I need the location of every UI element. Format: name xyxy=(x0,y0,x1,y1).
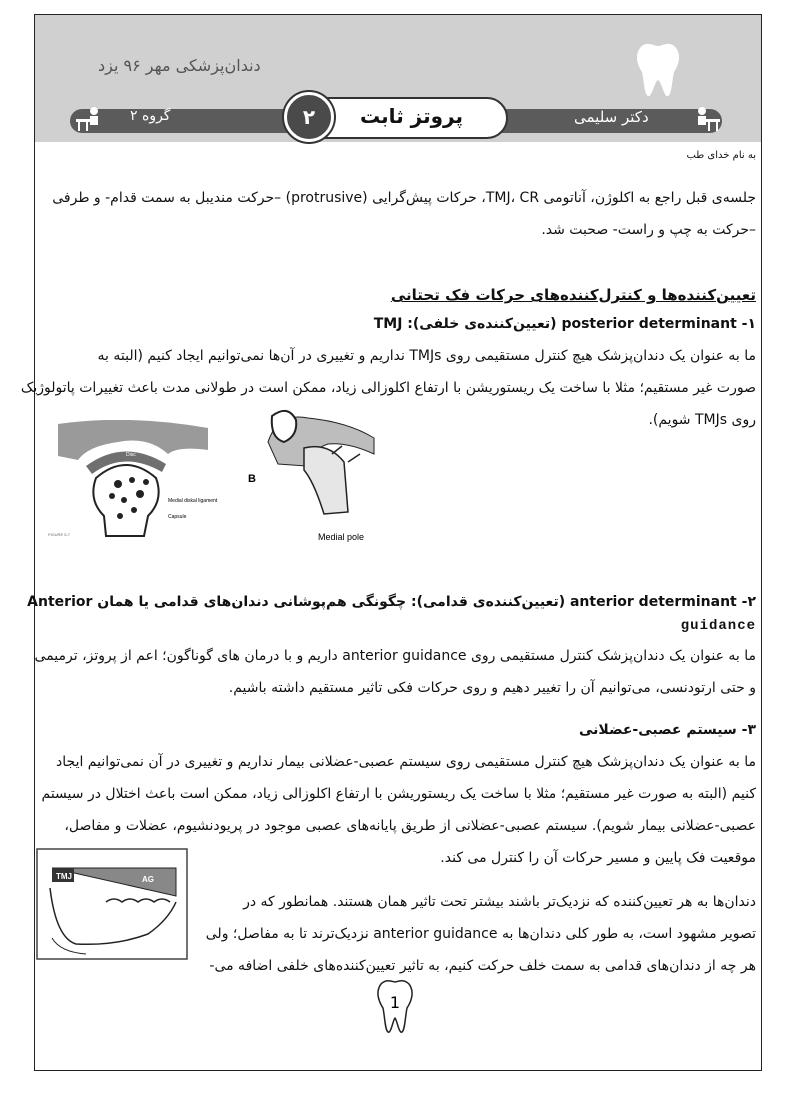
intro-line-2: –حرکت به چپ و راست- صحبت شد. xyxy=(541,222,756,238)
section-1-line-3: روی TMJs شویم). xyxy=(648,412,756,428)
person-at-desk-icon xyxy=(74,106,104,132)
section-2-line-1: ما به عنوان یک دندان‌پزشک کنترل مستقیمی روی anterior guidance داریم و با درمان های گوناگون؛ اعم از پروتز، ترمیمی xyxy=(34,648,756,664)
section-2-line-2: و حتی ارتودنسی، می‌توانیم آن را تغییر دهیم و روی حرکات فکی تاثیر مستقیم داشته باشیم. xyxy=(228,680,756,696)
intro-line-1: جلسه‌ی قبل راجع به اکلوژن، آناتومی TMJ، CR، حرکات پیش‌گرایی (protrusive) –حرکت مندیبل به سمت قدام- و طرفی xyxy=(52,190,756,206)
section-2-heading-cont: guidance xyxy=(680,618,756,634)
tooth-icon xyxy=(632,40,684,98)
page-number: 1 xyxy=(389,993,401,1012)
section-3-line-4: موقعیت فک پایین و مسیر حرکات آن را کنترل می کند. xyxy=(440,850,756,866)
section-1-line-2: صورت غیر مستقیم؛ مثلا با ساخت یک ریستوریشن با ارتفاع اکلوزالی زیاد، ممکن است در طولانی مدت باعث تغییرات پاتولوژیک xyxy=(20,380,756,396)
section-2-heading: ۲- anterior determinant (تعیین‌کننده‌ی قدامی): چگونگی هم‌پوشانی دندان‌های قدامی یا همان Anterior xyxy=(27,594,756,610)
capsule-label: Capsule xyxy=(168,514,187,520)
paragraph-4-line-2: تصویر مشهود است، به طور کلی دندان‌ها به anterior guidance نزدیک‌ترند تا به مفاصل؛ ولی xyxy=(205,926,756,942)
section-1-heading: ۱- posterior determinant (تعیین‌کننده‌ی خلفی): TMJ xyxy=(373,316,756,332)
section-3-line-2: کنیم (البته به صورت غیر مستقیم؛ مثلا با ساخت یک ریستوریشن با ارتفاع اکلوزالی زیاد، ممکن است باعث اختلال در سیستم xyxy=(41,786,756,802)
page-title: پروتز ثابت xyxy=(360,104,463,128)
page-number-tooth-icon xyxy=(375,978,415,1034)
basmala: به نام خدای طب xyxy=(686,150,756,161)
condyle-figure xyxy=(248,402,388,544)
figure-2-label: B xyxy=(248,473,256,485)
group-label: گروه ۲ xyxy=(130,108,171,124)
section-title: تعیین‌کننده‌ها و کنترل‌کننده‌های حرکات فک تحتانی xyxy=(390,286,756,304)
figure-1-caption: FIGURE 5-7 xyxy=(48,532,71,537)
section-1-line-1: ما به عنوان یک دندان‌پزشک هیچ کنترل مستقیمی روی TMJs نداریم و تغییری در آن‌ها نمی‌توانیم ایجاد کنیم (البته به xyxy=(97,348,756,364)
tmj-label: TMJ xyxy=(56,872,72,881)
header-subtitle: دندان‌پزشکی مهر ۹۶ یزد xyxy=(98,56,261,75)
figure-2-caption: Medial pole xyxy=(318,532,365,542)
ligament-label: Medial diskal ligament xyxy=(168,498,218,504)
disc-label: Disc xyxy=(126,452,136,458)
person-at-desk-icon xyxy=(692,106,722,132)
paragraph-4-line-3: هر چه از دندان‌های قدامی به سمت خلف حرکت کنیم، به تاثیر تعیین‌کننده‌های خلفی اضافه می- xyxy=(209,958,756,974)
ag-label: AG xyxy=(142,875,154,884)
session-number: ۲ xyxy=(284,92,334,142)
paragraph-4-line-1: دندان‌ها به هر تعیین‌کننده که نزدیک‌تر باشند بیشتر تحت تاثیر همان هستند. همانطور که در xyxy=(243,894,756,910)
doctor-name: دکتر سلیمی xyxy=(574,108,649,126)
jaw-determinants-figure xyxy=(36,848,188,960)
section-3-heading: ۳- سیستم عصبی-عضلانی xyxy=(579,722,756,738)
tmj-cross-section-figure xyxy=(48,420,218,538)
section-3-line-1: ما به عنوان یک دندان‌پزشک هیچ کنترل مستقیمی روی سیستم عصبی-عضلانی بیمار نداریم و تغییری در آن نمی‌توانیم ایجاد xyxy=(56,754,756,770)
section-3-line-3: عصبی-عضلانی بیمار شویم). سیستم عصبی-عضلانی از طریق پایانه‌های عصبی موجود در پریودنشیوم، عضلات و مفاصل، xyxy=(64,818,756,834)
